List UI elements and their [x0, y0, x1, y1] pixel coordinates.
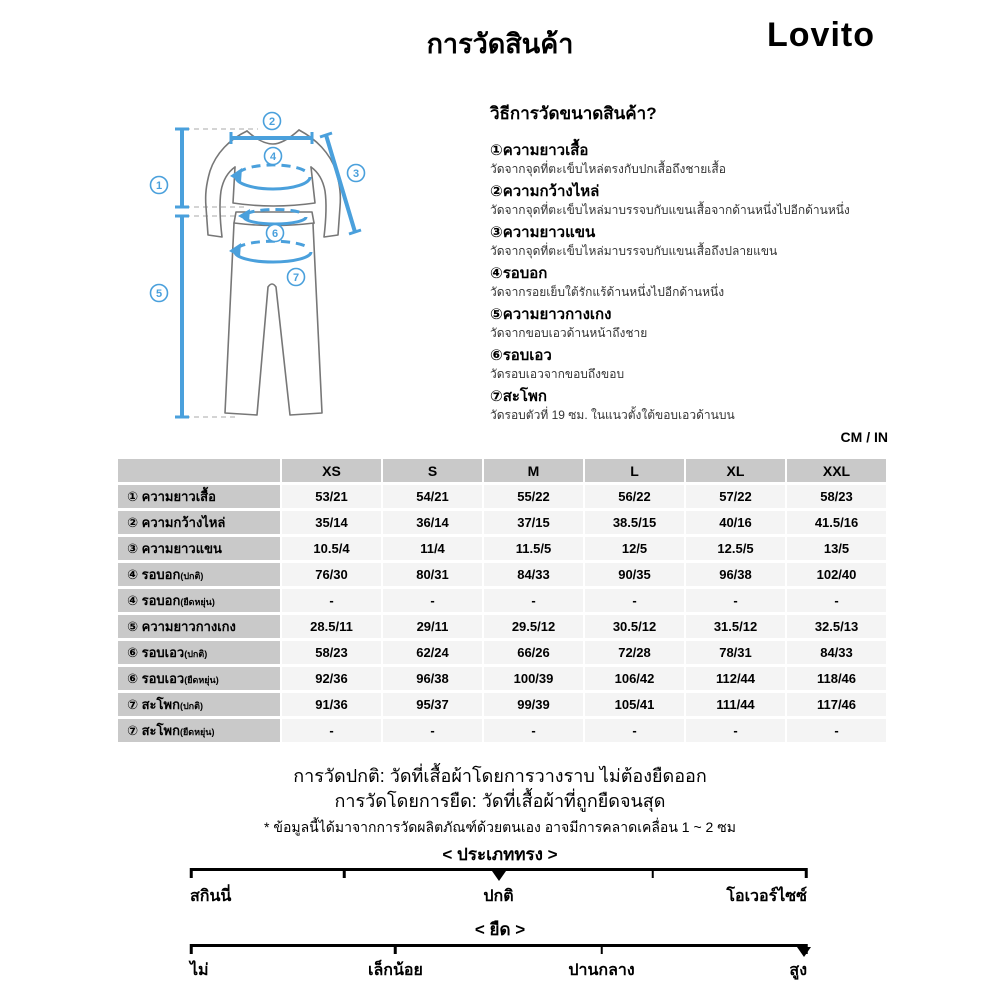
size-table	[116, 456, 888, 745]
fit-type-slider-track	[190, 868, 807, 880]
howto-item	[490, 182, 920, 219]
guide-lines	[176, 129, 258, 417]
size-value-cell: 117/46	[787, 693, 886, 716]
table-row	[118, 589, 886, 612]
slider-end-tick	[190, 944, 193, 954]
callout-5: 5	[155, 288, 163, 300]
size-value-cell: 91/36	[282, 693, 381, 716]
size-value-cell: -	[484, 719, 583, 742]
row-label-suffix: (ยืดหยุ่น)	[180, 597, 215, 607]
size-value-cell: 11.5/5	[484, 537, 583, 560]
size-value-cell: 54/21	[383, 485, 482, 508]
howto-panel	[490, 100, 920, 428]
row-label-suffix: (ยืดหยุ่น)	[179, 727, 215, 737]
size-value-cell: 12/5	[585, 537, 684, 560]
callout-7: 7	[292, 272, 300, 284]
row-label: ⑦ สะโพก(ยืดหยุ่น)	[118, 719, 280, 742]
size-value-cell: 38.5/15	[585, 511, 684, 534]
size-col-header: XS	[282, 459, 381, 482]
measure-marks	[175, 129, 361, 417]
howto-item	[490, 387, 920, 424]
size-value-cell: 40/16	[686, 511, 785, 534]
row-label: ⑥ รอบเอว(ยืดหยุ่น)	[118, 667, 280, 690]
slider-label: โอเวอร์ไซซ์	[726, 888, 807, 905]
callout-1: 1	[155, 180, 163, 192]
note-disclaimer: * ข้อมูลนี้ได้มาจากการวัดผลิตภัณฑ์ด้วยตนเอง อาจมีการคลาดเคลื่อน 1 ~ 2 ซม	[264, 819, 736, 835]
callout-2: 2	[268, 116, 276, 128]
size-value-cell: 12.5/5	[686, 537, 785, 560]
howto-item-label: ②ความกว้างไหล่	[490, 183, 600, 200]
callout-4: 4	[269, 151, 277, 163]
callout-3: 3	[352, 168, 360, 180]
howto-item-desc: วัดจากจุดที่ตะเข็บไหล่มาบรรจบกับแขนเสื้อจากด้านหนึ่งไปอีกด้านหนึ่ง	[490, 203, 850, 217]
size-value-cell: 30.5/12	[585, 615, 684, 638]
size-value-cell: -	[686, 589, 785, 612]
size-value-cell: 62/24	[383, 641, 482, 664]
size-col-header: XL	[686, 459, 785, 482]
row-label: ④ รอบอก(ยืดหยุ่น)	[118, 589, 280, 612]
howto-item-desc: วัดจากจุดที่ตะเข็บไหล่ตรงกับปกเสื้อถึงชายเสื้อ	[490, 162, 726, 176]
howto-item-label: ⑤ความยาวกางเกง	[490, 306, 612, 323]
howto-heading: วิธีการวัดขนาดสินค้า?	[490, 104, 657, 123]
size-value-cell: 32.5/13	[787, 615, 886, 638]
howto-item	[490, 264, 920, 301]
size-col-header: S	[383, 459, 482, 482]
size-value-cell: 112/44	[686, 667, 785, 690]
slider-line	[190, 944, 807, 947]
size-value-cell: -	[484, 589, 583, 612]
slider-label: เล็กน้อย	[368, 962, 423, 979]
slider-tick	[600, 944, 603, 954]
table-row	[118, 511, 886, 534]
howto-item-label: ⑥รอบเอว	[490, 347, 552, 364]
brand-logo: Lovito	[767, 16, 875, 54]
howto-item	[490, 223, 920, 260]
row-label: ② ความกว้างไหล่	[118, 511, 280, 534]
size-value-cell: -	[787, 719, 886, 742]
row-label-suffix: (ปกติ)	[179, 701, 203, 711]
row-label-suffix: (ปกติ)	[180, 571, 204, 581]
size-value-cell: 28.5/11	[282, 615, 381, 638]
size-value-cell: 35/14	[282, 511, 381, 534]
page-title: การวัดสินค้า	[426, 29, 574, 59]
size-value-cell: 41.5/16	[787, 511, 886, 534]
fit-type-slider-title: < ประเภททรง >	[442, 845, 558, 864]
slider-label: สกินนี่	[190, 888, 232, 905]
slider-end-tick	[190, 868, 193, 878]
howto-item	[490, 346, 920, 383]
row-label: ⑤ ความยาวกางเกง	[118, 615, 280, 638]
slider-tick	[343, 868, 346, 878]
size-table-header-row	[118, 459, 886, 482]
slider-label: ไม่	[190, 962, 209, 979]
size-value-cell: 90/35	[585, 563, 684, 586]
size-table-corner-cell	[118, 459, 280, 482]
size-value-cell: 96/38	[686, 563, 785, 586]
size-value-cell: 78/31	[686, 641, 785, 664]
note-normal-measure: การวัดปกติ: วัดที่เสื้อผ้าโดยการวางราบ ไม่ต้องยืดออก	[293, 766, 707, 786]
size-value-cell: 111/44	[686, 693, 785, 716]
callout-6: 6	[271, 228, 279, 240]
size-col-header: L	[585, 459, 684, 482]
table-row	[118, 641, 886, 664]
size-value-cell: 96/38	[383, 667, 482, 690]
table-row	[118, 719, 886, 742]
howto-item-label: ⑦สะโพก	[490, 388, 547, 405]
size-value-cell: -	[383, 719, 482, 742]
row-label-suffix: (ยืดหยุ่น)	[184, 675, 219, 685]
table-row	[118, 667, 886, 690]
slider-label: ปกติ	[483, 888, 514, 905]
size-value-cell: 100/39	[484, 667, 583, 690]
howto-item-desc: วัดรอบตัวที่ 19 ซม. ในแนวตั้งใต้ขอบเอวด้านบน	[490, 408, 735, 422]
howto-item-desc: วัดรอบเอวจากขอบถึงขอบ	[490, 367, 625, 381]
size-value-cell: 29/11	[383, 615, 482, 638]
size-value-cell: 72/28	[585, 641, 684, 664]
measurement-diagram	[118, 95, 470, 437]
table-row	[118, 537, 886, 560]
size-value-cell: 36/14	[383, 511, 482, 534]
garment-outline	[206, 130, 341, 415]
size-value-cell: -	[585, 589, 684, 612]
slider-label: ปานกลาง	[568, 962, 635, 979]
slider-end-tick	[805, 868, 808, 878]
howto-item	[490, 305, 920, 342]
size-value-cell: 102/40	[787, 563, 886, 586]
table-row	[118, 615, 886, 638]
howto-item-label: ④รอบอก	[490, 265, 548, 282]
size-value-cell: 95/37	[383, 693, 482, 716]
howto-list	[490, 141, 920, 424]
size-value-cell: -	[383, 589, 482, 612]
howto-item	[490, 141, 920, 178]
size-col-header: XXL	[787, 459, 886, 482]
units-label: CM / IN	[840, 429, 888, 445]
size-value-cell: 66/26	[484, 641, 583, 664]
size-value-cell: 84/33	[787, 641, 886, 664]
note-stretch-measure: การวัดโดยการยืด: วัดที่เสื้อผ้าที่ถูกยืดจนสุด	[334, 791, 666, 811]
table-row	[118, 485, 886, 508]
size-col-header: M	[484, 459, 583, 482]
howto-item-desc: วัดจากรอยเย็บใต้รักแร้ด้านหนึ่งไปอีกด้านหนึ่ง	[490, 285, 725, 299]
row-label: ⑥ รอบเอว(ปกติ)	[118, 641, 280, 664]
size-value-cell: 84/33	[484, 563, 583, 586]
slider-marker-icon	[492, 871, 506, 881]
size-value-cell: 57/22	[686, 485, 785, 508]
slider-marker-icon	[797, 947, 811, 957]
howto-item-desc: วัดจากขอบเอวด้านหน้าถึงชาย	[490, 326, 648, 340]
row-label: ④ รอบอก(ปกติ)	[118, 563, 280, 586]
size-value-cell: 92/36	[282, 667, 381, 690]
row-label: ⑦ สะโพก(ปกติ)	[118, 693, 280, 716]
size-value-cell: -	[585, 719, 684, 742]
size-value-cell: 106/42	[585, 667, 684, 690]
size-value-cell: 58/23	[282, 641, 381, 664]
size-value-cell: 13/5	[787, 537, 886, 560]
stretch-slider-labels	[190, 958, 807, 980]
size-value-cell: -	[686, 719, 785, 742]
row-label: ③ ความยาวแขน	[118, 537, 280, 560]
size-value-cell: 53/21	[282, 485, 381, 508]
size-value-cell: 10.5/4	[282, 537, 381, 560]
table-row	[118, 563, 886, 586]
size-value-cell: 29.5/12	[484, 615, 583, 638]
slider-label: สูง	[789, 962, 807, 979]
size-value-cell: 118/46	[787, 667, 886, 690]
slider-tick	[652, 868, 655, 878]
row-label: ① ความยาวเสื้อ	[118, 485, 280, 508]
size-value-cell: 76/30	[282, 563, 381, 586]
slider-tick	[394, 944, 397, 954]
size-value-cell: -	[787, 589, 886, 612]
table-row	[118, 693, 886, 716]
size-value-cell: 55/22	[484, 485, 583, 508]
size-value-cell: -	[282, 719, 381, 742]
size-value-cell: 105/41	[585, 693, 684, 716]
fit-type-slider-labels	[190, 884, 807, 906]
stretch-slider-track	[190, 944, 807, 956]
size-value-cell: 56/22	[585, 485, 684, 508]
size-value-cell: 31.5/12	[686, 615, 785, 638]
size-value-cell: 37/15	[484, 511, 583, 534]
size-value-cell: 11/4	[383, 537, 482, 560]
howto-item-label: ①ความยาวเสื้อ	[490, 142, 589, 159]
row-label-suffix: (ปกติ)	[184, 649, 208, 659]
size-value-cell: 58/23	[787, 485, 886, 508]
size-value-cell: 80/31	[383, 563, 482, 586]
stretch-slider-title: < ยืด >	[474, 920, 526, 939]
size-value-cell: -	[282, 589, 381, 612]
howto-item-desc: วัดจากจุดที่ตะเข็บไหล่มาบรรจบกับแขนเสื้อถึงปลายแขน	[490, 244, 778, 258]
howto-item-label: ③ความยาวแขน	[490, 224, 596, 241]
size-value-cell: 99/39	[484, 693, 583, 716]
